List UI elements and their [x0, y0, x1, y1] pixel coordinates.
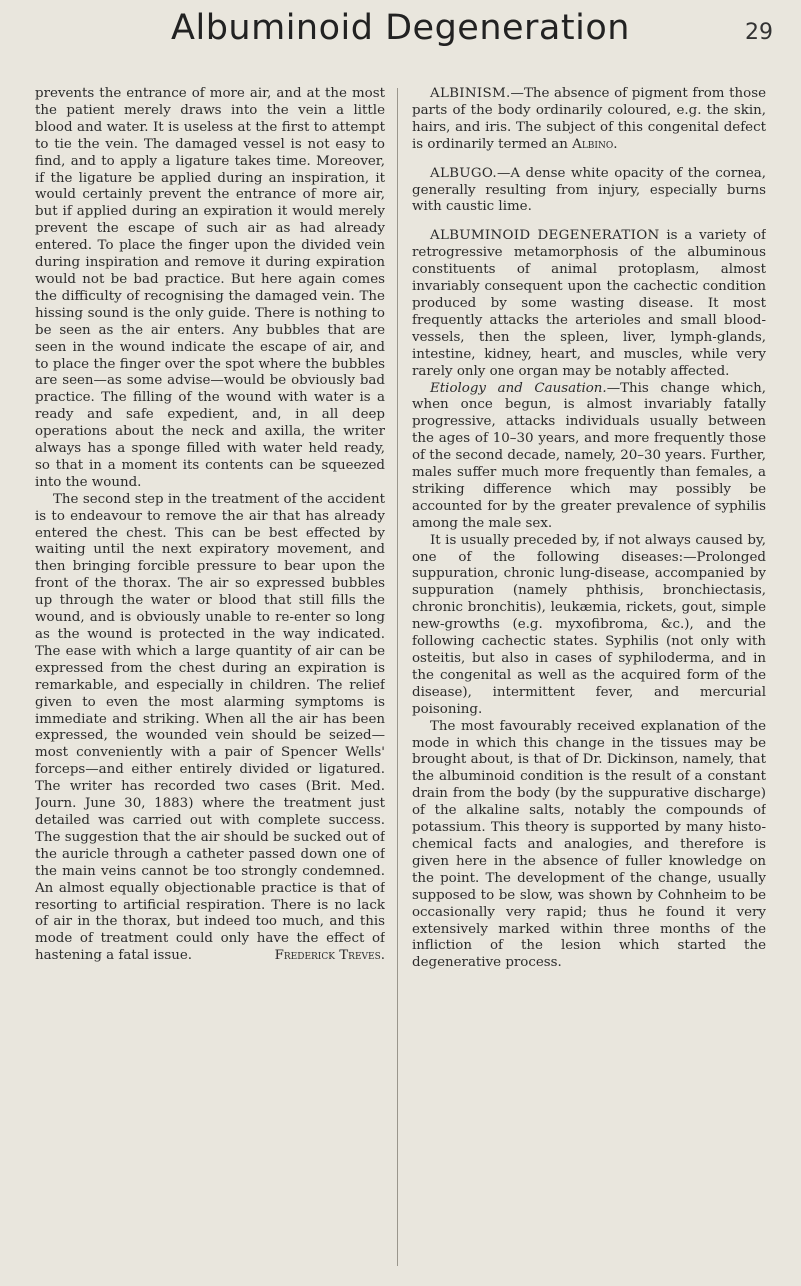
- headword-albuminoid-degeneration: ALBUMINOID DEGENERATION: [430, 228, 660, 244]
- headword-albugo: ALBUGO.: [430, 165, 497, 181]
- entry-albuminoid-text: is a variety of retrogressive metamorphosis of the albuminous constituents of animal protoplasm, almost invariably consequent upon the cachectic condition produced by some wasting disease. It most frequently attacks the arterioles and small blood-vessels, then the spleen, liver, lymph-glands, intestine, kidney, heart, and muscles, while very rarely only one organ may be notably affected.: [412, 228, 766, 379]
- headword-albinism: ALBINISM.: [430, 86, 511, 101]
- right-column: [412, 86, 766, 1276]
- causes-paragraph: It is usually preceded by, if not always caused by, one of the following diseases:—Prolonged suppuration, chronic lung-disease, accompanied by suppuration (namely phthisis, bronchiectasis, chronic bronchitis), leukæmia, rickets, gout, simple new-growths (e.g. myxofibroma, &c.), and the following cachectic states. Syphilis (not only with osteitis, but also in cases of syphiloderma, and in the congenital as well as the acquired form of the disease), intermittent fever, and mercurial poisoning.: [412, 532, 766, 717]
- etiology-heading: Etiology and Causation.: [430, 380, 607, 396]
- left-column: [35, 86, 385, 1276]
- page-number: 29: [745, 20, 773, 45]
- author-signature: Frederick Treves.: [274, 948, 385, 964]
- etiology-text: —This change which, when once begun, is almost invariably fatally progressive, attacks individuals usually between the ages of 10–30 years, and more frequently those of the second decade, namely, 20–30 years. Further, males suffer much more frequently than females, a striking difference which may possibly be accounted for by the greater prevalence of syphilis among the male sex.: [412, 380, 766, 531]
- entry-albugo: [412, 166, 766, 217]
- left-paragraph-2: [35, 492, 385, 965]
- entry-albinism-text: —The absence of pigment from those parts of the body ordinarily coloured, e.g. the skin, hairs, and iris. The subject of this congenital defect is ordinarily termed an: [412, 86, 766, 152]
- column-divider: [397, 88, 398, 1266]
- page-header: [0, 8, 801, 68]
- left-paragraph-2-text: The second step in the treatment of the accident is to endeavour to remove the air that has already entered the chest. This can be best effected by waiting until the next expiratory movement, and then bringing forcible pressure to bear upon the front of the thorax. The air so expressed bubbles up through the water or blood that still fills the wound, and is obviously unable to re-enter so long as the wound is protected in the way indicated. The ease with which a large quantity of air can be expressed from the chest during an expiration is remarkable, and especially in children. The relief given to even the most alarming symptoms is immediate and striking. When all the air has been expressed, the wounded vein should be seized—most conveniently with a pair of Spencer Wells' forceps—and either entirely divided or ligatured. The writer has recorded two cases (Brit. Med. Journ. June 30, 1883) where the treatment just detailed was carried out with complete success. The suggestion that the air should be sucked out of the auricle through a catheter passed down one of the main veins cannot be too strongly condemned. An almost equally objectionable practice is that of resorting to artificial respiration. There is no lack of air in the thorax, but indeed too much, and this mode of treatment could only have the effect of hastening a fatal issue.: [35, 491, 385, 964]
- entry-albinism: [412, 86, 766, 154]
- running-title: Albuminoid Degeneration: [171, 8, 630, 48]
- entry-albugo-text: —A dense white opacity of the cornea, generally resulting from injury, especially burns with caustic lime.: [412, 165, 766, 215]
- etiology-paragraph: [412, 381, 766, 533]
- left-paragraph-1: prevents the entrance of more air, and at the most the patient merely draws into the vein a little blood and water. It is useless at the first to attempt to tie the vein. The damaged vessel is not easy to find, and to apply a ligature takes time. Moreover, if the ligature be applied during an inspiration, it would certainly prevent the entrance of more air, but if applied during an expiration it would merely prevent the escape of such air as had already entered. To place the finger upon the divided vein during inspiration and remove it during expiration would not be bad practice. But here again comes the difficulty of recognising the damaged vein. The hissing sound is the only guide. There is nothing to be seen as the air enters. Any bubbles that are seen in the wound indicate the escape of air, and to place the finger over the spot where the bubbles are seen—as some advise—would be obviously bad practice. The filling of the wound with water is a ready and safe expedient, and, in all deep operations about the neck and axilla, the writer always has a sponge filled with water held ready, so that in a moment its contents can be squeezed into the wound.: [35, 86, 385, 490]
- explanation-paragraph: The most favourably received explanation of the mode in which this change in the tissues may be brought about, is that of Dr. Dickinson, namely, that the albuminoid condition is the result of a constant drain from the body (by the suppurative discharge) of the alkaline salts, notably the compounds of potassium. This theory is supported by many histo-chemical facts and analogies, and therefore is given here in the absence of fuller knowledge on the point. The development of the change, usually supposed to be slow, was shown by Cohnheim to be occasionally very rapid; thus he found it very extensively marked within three months of the infliction of the lesion which started the degenerative process.: [412, 718, 766, 971]
- xref-albino: Albino.: [572, 136, 618, 152]
- entry-albuminoid-degeneration: [412, 228, 766, 380]
